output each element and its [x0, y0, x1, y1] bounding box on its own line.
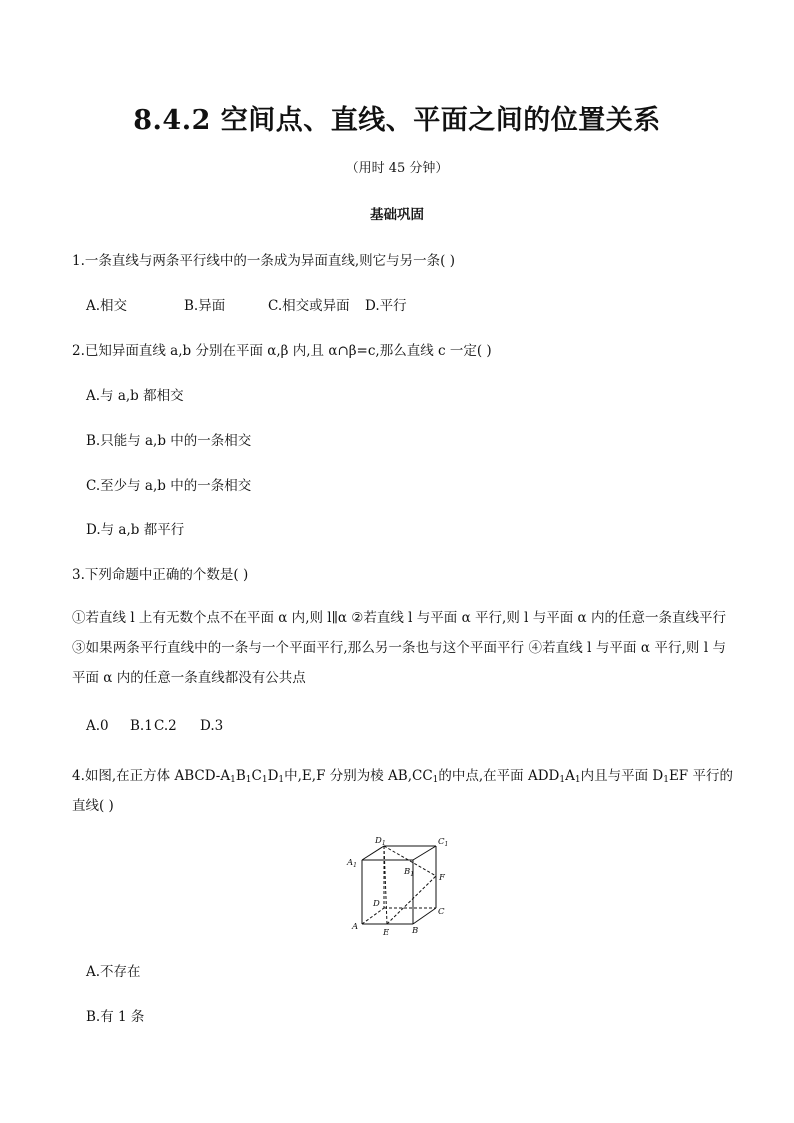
question-2-stem: 2.已知异面直线 a,b 分别在平面 α,β 内,且 α∩β=c,那么直线 c 一定( ) — [72, 343, 492, 359]
section-heading: 基础巩固 — [370, 207, 424, 223]
question-1-stem: 1.一条直线与两条平行线中的一条成为异面直线,则它与另一条( ) — [72, 253, 455, 269]
option-d: D.平行 — [365, 298, 407, 314]
question-2-option-c: C.至少与 a,b 中的一条相交 — [86, 478, 252, 494]
question-3-options — [86, 718, 223, 734]
edge-a-d — [362, 908, 384, 924]
question-4-option-a: A.不存在 — [86, 964, 141, 980]
label-a: A — [352, 922, 359, 932]
label-f: F — [439, 873, 445, 883]
label-d: D — [373, 899, 380, 909]
label-a1: $A_1$ — [347, 858, 357, 869]
label-c: C — [438, 907, 445, 917]
option-b: B.1 — [130, 718, 153, 734]
option-a: A.0 — [86, 718, 109, 734]
question-2-option-a: A.与 a,b 都相交 — [86, 388, 184, 404]
question-4-stem-line-2: 直线( ) — [72, 798, 114, 814]
page-title: 8.4.2 空间点、直线、平面之间的位置关系 — [133, 105, 661, 136]
cube-figure — [340, 832, 460, 940]
label-e: E — [383, 928, 390, 938]
line-e-f — [387, 876, 436, 924]
option-b: B.异面 — [184, 298, 226, 314]
edge-a1-d1 — [362, 846, 384, 860]
option-a: A.相交 — [86, 298, 128, 314]
question-1-options — [86, 294, 407, 314]
option-c: C.2 — [154, 718, 177, 734]
question-3-statements: ①若直线 l 上有无数个点不在平面 α 内,则 l∥α ②若直线 l 与平面 α 平行,则 l 与平面 α 内的任意一条直线平行 ③如果两条平行直线中的一条与一个平面平行,那么另一条也与这个平面平行 ④若直线 l 与平面 α 平行,则 l 与平面 α 内的任意一条直线都没有公共点 — [72, 610, 726, 686]
label-b: B — [412, 926, 419, 936]
question-2-option-d: D.与 a,b 都平行 — [86, 522, 185, 538]
label-c1: $C_1$ — [438, 837, 449, 848]
question-2-option-b: B.只能与 a,b 中的一条相交 — [86, 433, 252, 449]
question-4-stem: 4.如图,在正方体 ABCD-$A_1B_1C_1D_1$中,E,F 分别为棱 $AB,CC_1$的中点,在平面 $ADD_1A_1$内且与平面 $D_1EF$ 平行的 — [72, 768, 733, 785]
option-c: C.相交或异面 — [268, 298, 350, 314]
edge-b1-c1 — [413, 846, 436, 860]
label-d1: $D_1$ — [375, 836, 386, 847]
time-note: （用时 45 分钟） — [345, 161, 449, 176]
option-d: D.3 — [200, 718, 224, 734]
line-d1-e — [384, 846, 387, 924]
label-b1: $B_1$ — [404, 867, 415, 878]
question-3-stem: 3.下列命题中正确的个数是( ) — [72, 567, 249, 583]
question-4-option-b: B.有 1 条 — [86, 1009, 145, 1025]
edge-b-c — [413, 908, 436, 924]
